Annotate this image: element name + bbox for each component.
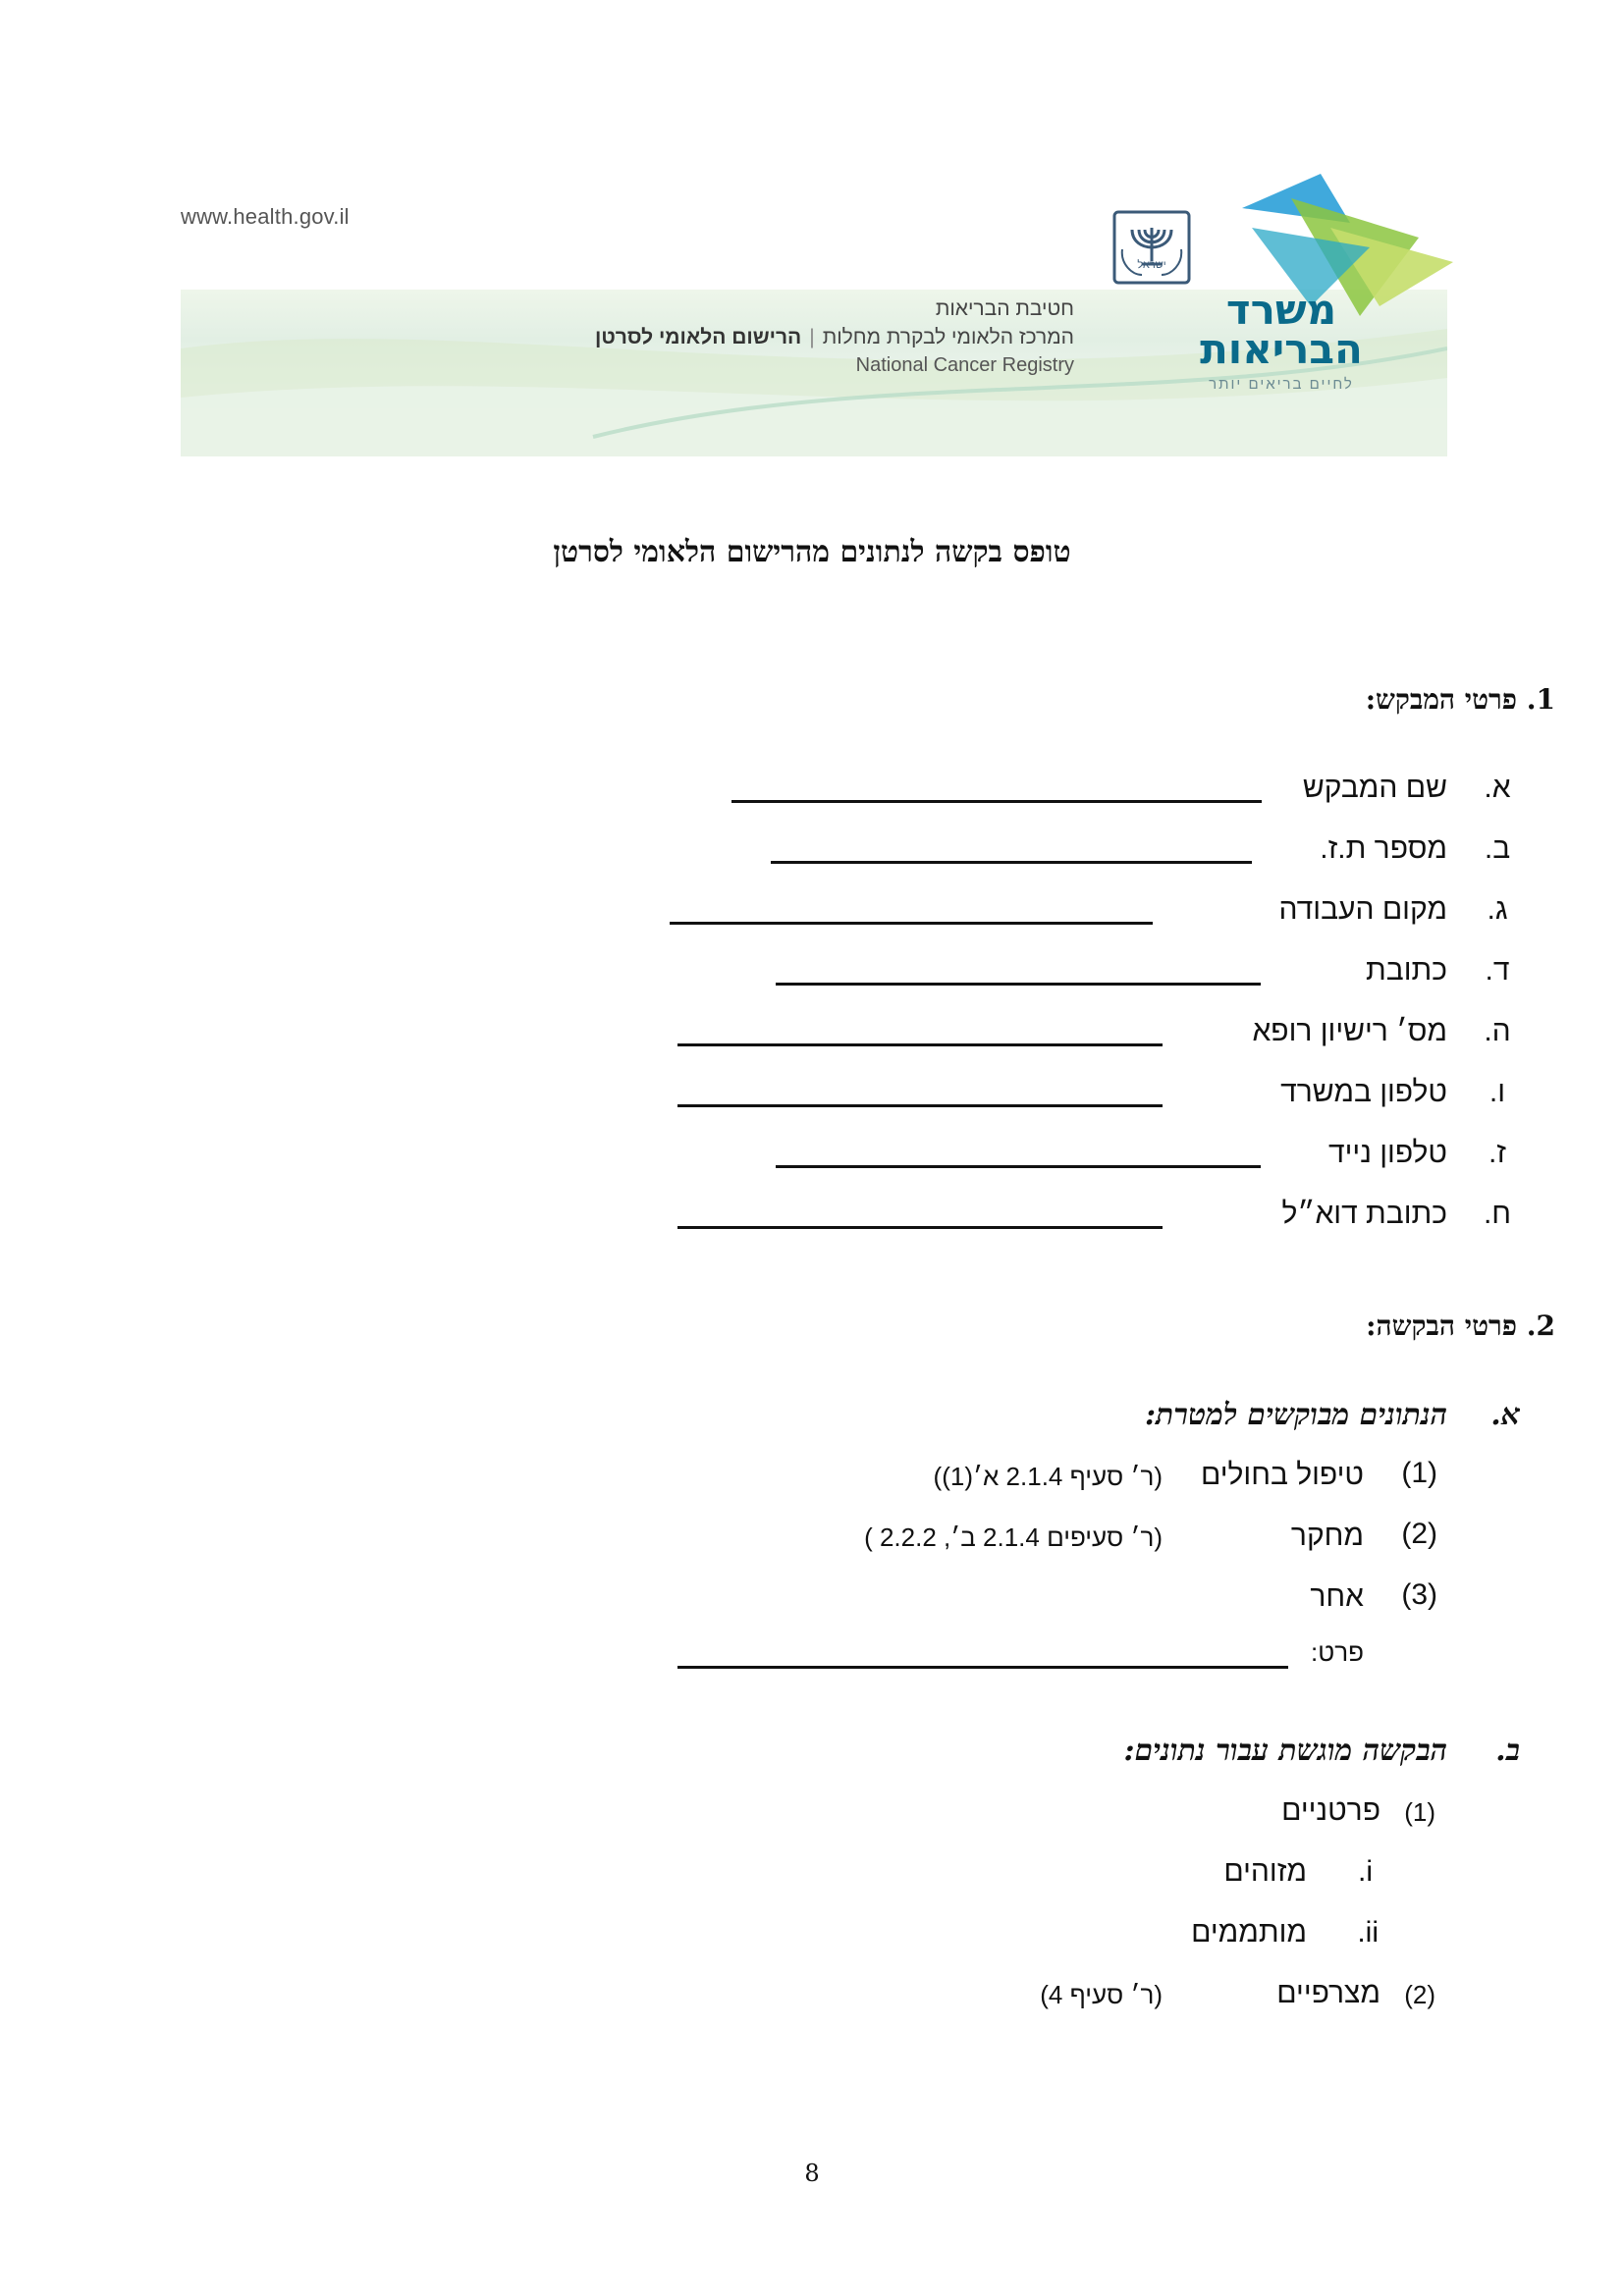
purpose-1-reference: (ר׳ סעיף 2.1.4 א׳(1)) — [933, 1462, 1163, 1491]
emblem-caption: ישראל — [1137, 259, 1166, 271]
purpose-detail-input-line[interactable] — [677, 1666, 1288, 1669]
data-type-1i-label[interactable]: מזוהים — [1223, 1855, 1307, 1888]
section-1-title: פרטי המבקש: — [1365, 683, 1518, 716]
section-2a-letter: א. — [1490, 1398, 1520, 1432]
data-type-1-number: (1) — [1404, 1797, 1435, 1827]
purpose-1-number: (1) — [1401, 1457, 1437, 1489]
field-a-label: שם המבקש — [1302, 772, 1447, 804]
brand-line-2: הבריאות — [1200, 325, 1363, 373]
data-type-1-label[interactable]: פרטניים — [1281, 1794, 1380, 1827]
center-name: המרכז הלאומי לבקרת מחלות — [822, 326, 1074, 348]
field-h-label: כתובת דוא״ל — [1281, 1198, 1447, 1230]
section-1-heading — [1366, 683, 1555, 717]
field-g-letter: ז. — [1488, 1137, 1507, 1169]
purpose-detail-label: פרט: — [1311, 1637, 1364, 1667]
field-c-input-line[interactable] — [670, 922, 1153, 925]
data-type-1ii-number: ii. — [1357, 1916, 1379, 1949]
section-2b-title: הבקשה מוגשת עבור נתונים: — [1123, 1734, 1447, 1768]
field-b-input-line[interactable] — [771, 861, 1252, 864]
field-g-label: טלפון נייד — [1328, 1137, 1447, 1169]
data-type-2-reference: (ר׳ סעיף 4) — [1040, 1980, 1163, 2009]
department-block — [485, 294, 1074, 380]
field-c-letter: ג. — [1487, 893, 1508, 926]
registry-name: הרישום הלאומי לסרטן — [595, 326, 802, 348]
section-2-heading — [1366, 1309, 1555, 1343]
purpose-3-label[interactable]: אחר — [1310, 1580, 1364, 1613]
purpose-2-reference: (ר׳ סעיפים 2.1.4 ב׳, 2.2.2 ) — [864, 1522, 1163, 1552]
field-d-label: כתובת — [1366, 954, 1447, 987]
form-title: טופס בקשה לנתונים מהרישום הלאומי לסרטן — [553, 535, 1071, 569]
field-g-input-line[interactable] — [776, 1165, 1261, 1168]
field-e-letter: ה. — [1484, 1015, 1511, 1047]
field-e-label: מס׳ רישיון רופא — [1252, 1015, 1447, 1047]
field-d-input-line[interactable] — [776, 983, 1261, 986]
website-url: www.health.gov.il — [181, 204, 350, 229]
section-2b-letter: ב. — [1495, 1734, 1520, 1768]
data-type-2-number: (2) — [1404, 1980, 1435, 2009]
registry-english: National Cancer Registry — [855, 354, 1074, 376]
field-e-input-line[interactable] — [677, 1043, 1163, 1046]
purpose-1-label[interactable]: טיפול בחולים — [1200, 1459, 1364, 1491]
section-2-number: 2. — [1526, 1309, 1555, 1342]
data-type-2-label[interactable]: מצרפיים — [1276, 1977, 1380, 2009]
purpose-2-number: (2) — [1401, 1518, 1437, 1550]
brand-tagline: לחיים בריאים יותר — [1209, 376, 1354, 393]
field-f-letter: ו. — [1489, 1076, 1506, 1108]
field-a-letter: א. — [1484, 772, 1511, 804]
section-2-title: פרטי הבקשה: — [1366, 1309, 1518, 1342]
field-b-letter: ב. — [1484, 832, 1511, 865]
field-c-label: מקום העבודה — [1278, 893, 1447, 926]
field-f-input-line[interactable] — [677, 1104, 1163, 1107]
data-type-1i-number: i. — [1357, 1855, 1373, 1888]
ministry-brand-name — [1178, 286, 1384, 373]
field-h-letter: ח. — [1483, 1198, 1512, 1230]
purpose-3-number: (3) — [1401, 1578, 1437, 1611]
field-b-label: מספר ת.ז. — [1320, 832, 1447, 865]
field-a-input-line[interactable] — [731, 800, 1262, 803]
field-h-input-line[interactable] — [677, 1226, 1163, 1229]
section-2a-title: הנתונים מבוקשים למטרת: — [1144, 1398, 1447, 1432]
field-d-letter: ד. — [1485, 954, 1510, 987]
division-name: חטיבת הבריאות — [935, 297, 1074, 320]
brand-line-1: משרד — [1225, 286, 1337, 334]
page-number: 8 — [804, 2160, 820, 2187]
data-type-1ii-label[interactable]: מותממים — [1191, 1916, 1307, 1949]
menorah-emblem-icon — [1112, 210, 1191, 285]
center-registry-line — [485, 323, 1074, 351]
separator: | — [809, 326, 815, 348]
purpose-2-label[interactable]: מחקר — [1290, 1520, 1364, 1552]
section-1-number: 1. — [1526, 683, 1555, 716]
field-f-label: טלפון במשרד — [1280, 1076, 1447, 1108]
